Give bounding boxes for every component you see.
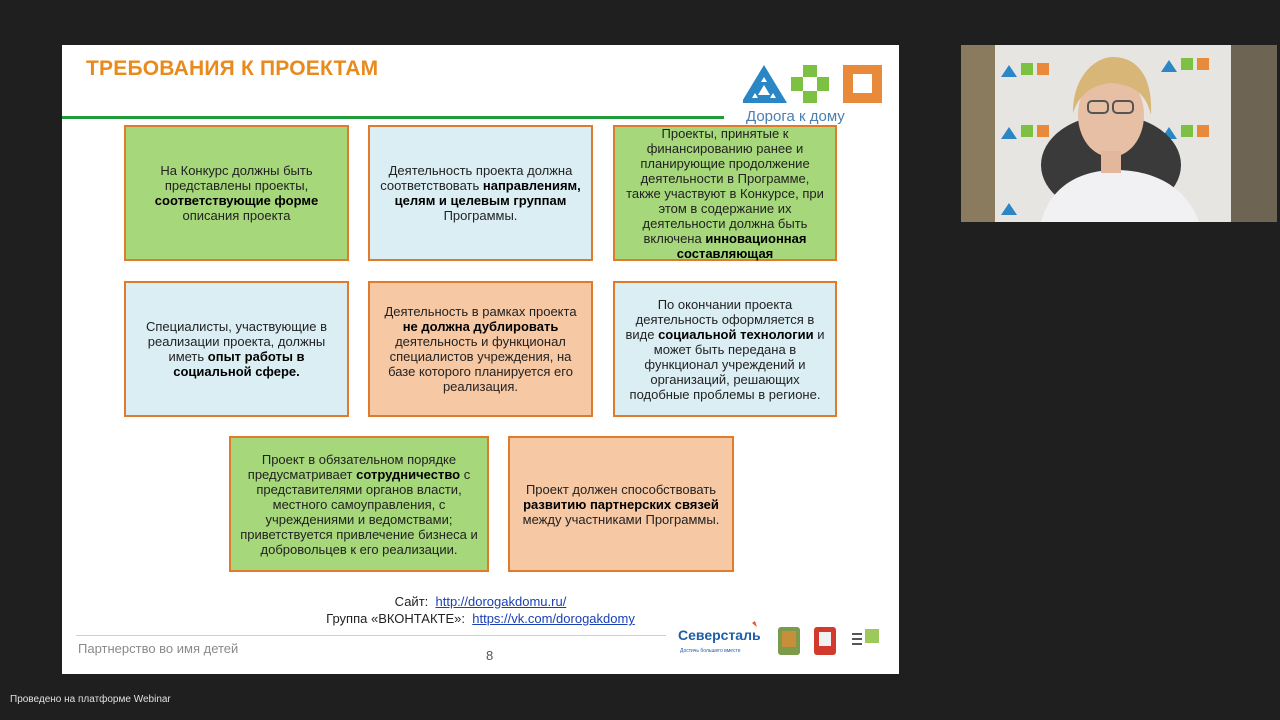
logo-caption: Дорога к дому [746,108,845,125]
requirement-box-5: Деятельность в рамках проекта не должна дублировать деятельность и функционал специалистов учреждения, на базе которого планируется его реализация. [368,281,593,417]
site-line [62,594,899,609]
requirement-box-2: Деятельность проекта должна соответствовать направлениям, целям и целевым группам Программы. [368,125,593,261]
severstal-logo: Северсталь [678,627,761,643]
requirement-box-3: Проекты, принятые к финансированию ранее и планирующие продолжение деятельности в Программе, также участвуют в Конкурсе, при этом в содержание их деятельности должна быть включена инновационная составляющая [613,125,837,261]
requirement-box-8: Проект должен способствовать развитию партнерских связей между участниками Программы. [508,436,734,572]
title-underline [62,116,724,119]
speaker-video-icon [961,45,1277,222]
requirement-box-1: На Конкурс должны быть представлены проекты, соответствующие форме описания проекта [124,125,349,261]
footer-text: Партнерство во имя детей [78,641,239,656]
platform-caption: Проведено на платформе Webinar [10,694,171,705]
speaker-webcam [961,45,1277,222]
severstal-tagline: Достичь большего вместе [680,648,741,654]
footer-divider [76,635,666,636]
requirement-box-4: Специалисты, участвующие в реализации проекта, должны иметь опыт работы в социальной сфере. [124,281,349,417]
requirement-box-6: По окончании проекта деятельность оформляется в виде социальной технологии и может быть передана в функционал учреждений и организаций, решающих подобные проблемы в регионе. [613,281,837,417]
site-link[interactable]: http://dorogakdomu.ru/ [435,594,567,609]
site-label: Сайт: [394,594,429,609]
page-number: 8 [486,648,494,663]
group-link[interactable]: https://vk.com/dorogakdomy [472,611,635,626]
requirement-box-7: Проект в обязательном порядке предусматривает сотрудничество с представителями органов власти, местного самоуправления, с учреждениями и ведомствами; приветствуется привлечение бизнеса и добровольцев к его реализации. [229,436,489,572]
group-label: Группа «ВКОНТАКТЕ»: [326,611,466,626]
slide-title: ТРЕБОВАНИЯ К ПРОЕКТАМ [86,57,379,80]
sponsor-logos [674,617,886,661]
presentation-slide [62,45,899,674]
